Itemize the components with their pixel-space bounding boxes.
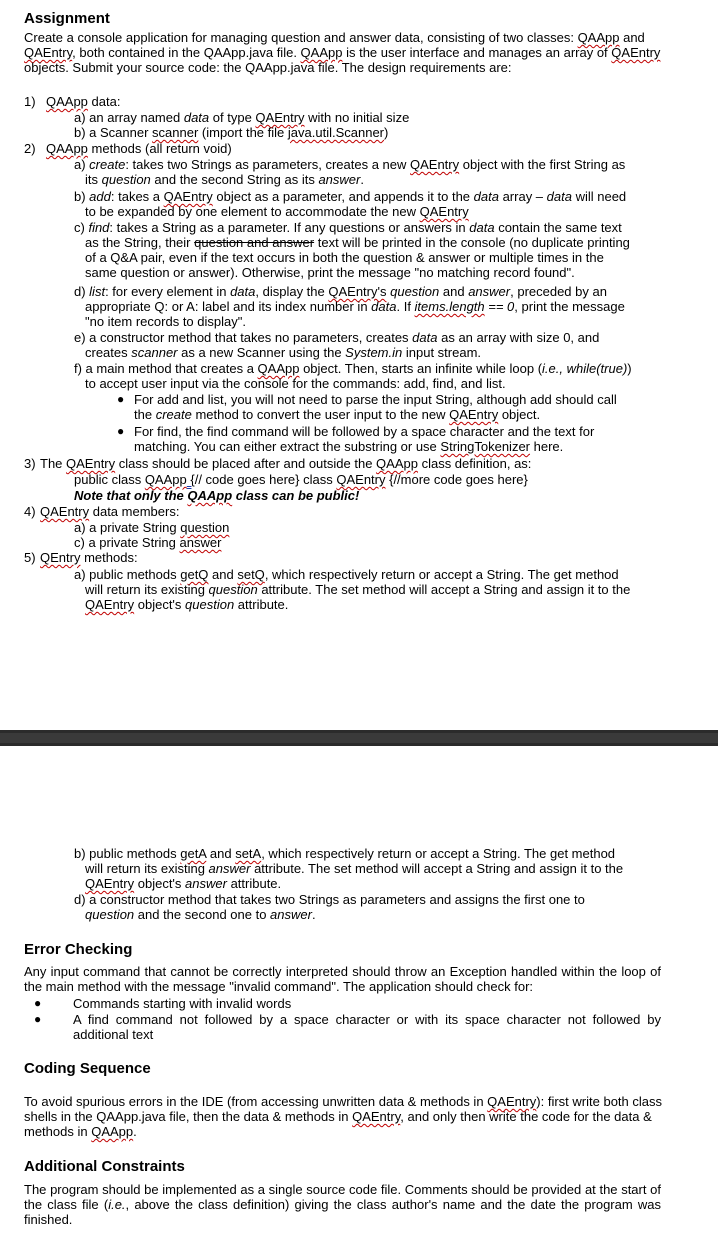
section-2-item-b: b) add: takes a QAEntry object as a parameter, and appends it to the data array – data will need to be expanded by one element to accommodate the new QAEntry [74, 189, 627, 219]
section-3-text: The QAEntry class should be placed after and outside the QAApp class definition, as: [40, 456, 532, 471]
error-checking-paragraph: Any input command that cannot be correctly interpreted should throw an Exception handled within the loop of the main method with the message "invalid command". The application should check for: [24, 964, 661, 994]
section-2-item-c: c) find: takes a String as a parameter. If any questions or answers in data contain the same text as the String, their question and answer text will be printed in the console (no duplicate printing of a Q&A pair, even if the text occurs in both the question & answer or multiple times in the same question or answer). Otherwise, print the message "no matching record found". [74, 220, 630, 280]
page-break-separator [0, 730, 718, 746]
section-5-title: QEntry methods: [40, 550, 138, 565]
coding-sequence-paragraph: To avoid spurious errors in the IDE (from accessing unwritten data & methods in QAEntry): first write both class shells in the QAApp.java file, then the data & methods in QAEntry, and only then write the code for the data & methods in QAApp. [24, 1094, 662, 1139]
additional-constraints-heading: Additional Constraints [24, 1158, 185, 1175]
coding-sequence-heading: Coding Sequence [24, 1060, 151, 1077]
section-4-title: QAEntry data members: [40, 504, 180, 519]
bullet-icon: ● [117, 392, 125, 406]
section-3-code-line: public class QAApp {// code goes here} class QAEntry {//more code goes here} [74, 472, 528, 487]
additional-constraints-paragraph: The program should be implemented as a single source code file. Comments should be provided at the start of the class file (i.e., above the class definition) giving the class author's name and the date the program was finished. [24, 1182, 661, 1227]
bullet-icon: ● [117, 424, 125, 438]
section-1-number: 1) [24, 94, 36, 109]
section-1-title: QAApp data: [46, 94, 121, 109]
section-5-item-a: a) public methods getQ and setQ, which respectively return or accept a String. The get method will return its existing question attribute. The set method will accept a String and assign it to the QAEntry object's question attribute. [74, 567, 631, 612]
section-2-number: 2) [24, 141, 36, 156]
section-2-f-bullet-1: For add and list, you will not need to parse the input String, although add should call the create method to convert the user input to the new QAEntry object. [134, 392, 617, 422]
section-3-note: Note that only the QAApp class can be public! [74, 488, 360, 503]
section-2-title: QAApp methods (all return void) [46, 141, 232, 156]
section-2-item-f: f) a main method that creates a QAApp object. Then, starts an infinite while loop (i.e., while(true)) to accept user input via the console for the commands: add, find, and list. [74, 361, 632, 391]
section-1-item-b: b) a Scanner scanner (import the file java.util.Scanner) [74, 125, 389, 140]
section-4-item-c: c) a private String answer [74, 535, 222, 550]
assignment-heading: Assignment [24, 10, 110, 27]
bullet-icon: ● [34, 1012, 42, 1026]
section-5-item-b: b) public methods getA and setA, which respectively return or accept a String. The get method will return its existing answer attribute. The set method will accept a String and assign it to the QAEntry object's answer attribute. [74, 846, 624, 891]
section-2-item-e: e) a constructor method that takes no parameters, creates data as an array with size 0, and creates scanner as a new Scanner using the System.in input stream. [74, 330, 600, 360]
section-5-number: 5) [24, 550, 36, 565]
section-2-item-d: d) list: for every element in data, display the QAEntry's question and answer, preceded by an appropriate Q: or A: label and its index number in data. If items.length == 0, print the message "no item records to display". [74, 284, 625, 329]
section-4-number: 4) [24, 504, 36, 519]
section-2-f-bullet-2: For find, the find command will be followed by a space character and the text for matching. You can either extract the substring or use StringTokenizer here. [134, 424, 595, 454]
section-1-item-a: a) an array named data of type QAEntry with no initial size [74, 110, 410, 125]
document-page-2 [0, 746, 718, 1236]
section-5-item-d: d) a constructor method that takes two Strings as parameters and assigns the first one to question and the second one to answer. [74, 892, 585, 922]
bullet-icon: ● [34, 996, 42, 1010]
section-3-number: 3) [24, 456, 36, 471]
error-checking-heading: Error Checking [24, 941, 133, 958]
intro-paragraph: Create a console application for managing question and answer data, consisting of two classes: QAApp and QAEntry, both contained in the QAApp.java file. QAApp is the user interface and manages an array of QAEntry objects. Submit your source code: the QAApp.java file. The design requirements are: [24, 30, 661, 75]
section-4-item-a: a) a private String question [74, 520, 230, 535]
section-2-item-a: a) create: takes two Strings as parameters, creates a new QAEntry object with the first String as its question and the second String as its answer. [74, 157, 626, 187]
error-check-item: Commands starting with invalid words [73, 996, 292, 1011]
error-check-item: A find command not followed by a space character or with its space character not followed by additional text [73, 1012, 661, 1042]
